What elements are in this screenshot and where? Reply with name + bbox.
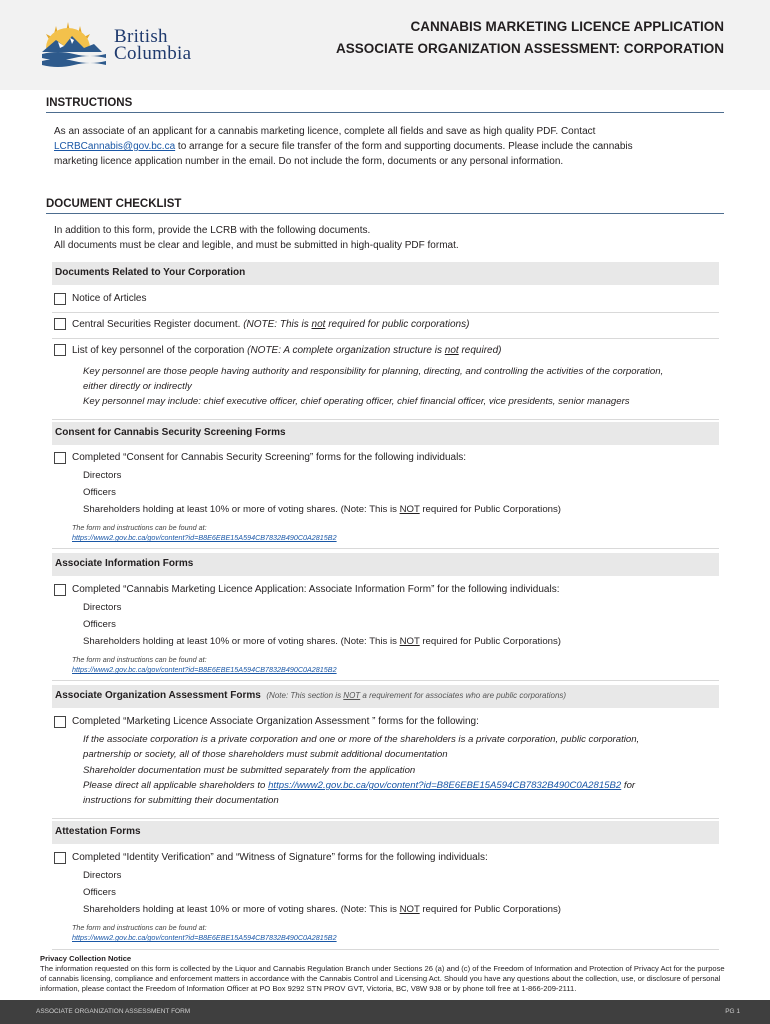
assoc-org-heading-text: Associate Organization Assessment Forms — [55, 690, 261, 701]
attestation-officers: Officers — [83, 887, 116, 898]
instructions-line-1: As an associate of an applicant for a cannabis marketing licence, complete all fields and save as high quality PDF. Contact — [54, 126, 596, 137]
shareholders-emphasis: NOT — [399, 904, 420, 915]
page-header — [0, 0, 770, 90]
consent-checkbox[interactable] — [54, 452, 66, 464]
checklist-intro — [54, 223, 694, 253]
form-title-line-1: CANNABIS MARKETING LICENCE APPLICATION — [410, 19, 724, 34]
notice-of-articles-checkbox[interactable] — [54, 293, 66, 305]
shareholders-text: Shareholders holding at least 10% or more of voting shares. (Note: This is — [83, 504, 400, 515]
checklist-heading: DOCUMENT CHECKLIST — [46, 198, 724, 214]
bc-logo — [40, 22, 210, 70]
shareholders-text-end: required for Public Corporations) — [419, 504, 561, 515]
key-personnel-text: List of key personnel of the corporation — [72, 345, 248, 356]
key-personnel-def-1: Key personnel are those people having authority and responsibility for planning, directing, and controlling the activities of the corporation, — [83, 366, 664, 377]
attestation-shareholders — [83, 904, 561, 915]
securities-note — [243, 319, 469, 330]
key-personnel-def-3: Key personnel may include: chief executive officer, chief operating officer, chief financial officer, vice presidents, senior managers — [83, 396, 630, 407]
form-location-link[interactable]: https://www2.gov.bc.ca/gov/content?id=B8E6EBE15A594CB7832B490C0A2815B2 — [72, 933, 337, 942]
assoc-info-shareholders — [83, 636, 561, 647]
checklist-intro-2: All documents must be clear and legible, and must be submitted in high-quality PDF format. — [54, 240, 459, 251]
sun-mountain-icon — [40, 22, 112, 70]
checklist-intro-1: In addition to this form, provide the LCRB with the following documents. — [54, 225, 371, 236]
notice-of-articles-label: Notice of Articles — [72, 293, 147, 304]
corp-docs-heading: Documents Related to Your Corporation — [52, 262, 719, 285]
note-part: required) — [458, 345, 502, 356]
page-footer — [0, 1000, 770, 1024]
assoc-org-detail-4 — [83, 780, 635, 791]
consent-heading: Consent for Cannabis Security Screening Forms — [52, 422, 719, 445]
email-link[interactable]: LCRBCannabis@gov.bc.ca — [54, 141, 176, 152]
consent-officers: Officers — [83, 487, 116, 498]
consent-form-location — [72, 523, 337, 543]
direct-shareholders-text: Please direct all applicable shareholders to — [83, 780, 269, 791]
shareholder-instructions-link[interactable]: https://www2.gov.bc.ca/gov/content?id=B8E6EBE15A594CB7832B490C0A2815B2 — [268, 780, 622, 791]
key-personnel-def-2: either directly or indirectly — [83, 381, 192, 392]
checklist-row — [52, 286, 719, 313]
assoc-info-directors: Directors — [83, 602, 122, 613]
key-personnel-note — [247, 345, 501, 356]
attestation-checkbox[interactable] — [54, 852, 66, 864]
note-emphasis: NOT — [343, 691, 361, 700]
consent-directors: Directors — [83, 470, 122, 481]
key-personnel-label — [72, 345, 502, 356]
form-location-label: The form and instructions can be found at: — [72, 923, 207, 932]
privacy-notice — [40, 954, 730, 994]
note-part: (NOTE: This is — [243, 319, 312, 330]
assoc-org-heading — [52, 685, 719, 708]
direct-shareholders-end: for — [621, 780, 636, 791]
instructions-text — [54, 124, 694, 169]
instructions-line-2 — [54, 139, 694, 154]
assoc-org-label: Completed “Marketing Licence Associate Organization Assessment ” forms for the following: — [72, 716, 479, 727]
form-location-label: The form and instructions can be found at: — [72, 655, 207, 664]
attestation-heading: Attestation Forms — [52, 821, 719, 844]
assoc-info-checkbox[interactable] — [54, 584, 66, 596]
consent-label: Completed “Consent for Cannabis Security Screening” forms for the following individuals: — [72, 452, 467, 463]
assoc-org-checkbox[interactable] — [54, 716, 66, 728]
privacy-title: Privacy Collection Notice — [40, 954, 132, 963]
logo-line-1: British — [114, 26, 168, 47]
shareholders-text-end: required for Public Corporations) — [419, 904, 561, 915]
assoc-org-detail-5: instructions for submitting their documentation — [83, 795, 279, 806]
securities-register-checkbox[interactable] — [54, 318, 66, 330]
shareholders-emphasis: NOT — [399, 504, 420, 515]
note-part: a requirement for associates who are public corporations) — [360, 691, 567, 700]
note-emphasis: not — [311, 319, 326, 330]
logo-wordmark — [114, 28, 191, 62]
key-personnel-checkbox[interactable] — [54, 344, 66, 356]
assoc-info-label: Completed “Cannabis Marketing Licence Application: Associate Information Form” for the following individuals: — [72, 584, 560, 595]
note-emphasis: not — [444, 345, 459, 356]
instructions-line-3: marketing licence application number in the email. Do not include the form, documents or any personal information. — [54, 156, 564, 167]
form-location-link[interactable]: https://www2.gov.bc.ca/gov/content?id=B8E6EBE15A594CB7832B490C0A2815B2 — [72, 665, 337, 674]
attestation-directors: Directors — [83, 870, 122, 881]
footer-form-name: ASSOCIATE ORGANIZATION ASSESSMENT FORM — [36, 1008, 191, 1015]
assoc-org-detail-2: partnership or society, all of those shareholders must submit additional documentation — [83, 749, 448, 760]
form-location-link[interactable]: https://www2.gov.bc.ca/gov/content?id=B8E6EBE15A594CB7832B490C0A2815B2 — [72, 533, 337, 542]
assoc-info-heading: Associate Information Forms — [52, 553, 719, 576]
attestation-label: Completed “Identity Verification” and “Witness of Signature” forms for the following individuals: — [72, 852, 488, 863]
assoc-info-form-location — [72, 655, 337, 675]
assoc-info-officers: Officers — [83, 619, 116, 630]
assoc-org-detail-1: If the associate corporation is a private corporation and one or more of the shareholders is a private corporation, public corporation, — [83, 734, 640, 745]
assoc-org-detail-3: Shareholder documentation must be submitted separately from the application — [83, 765, 416, 776]
logo-line-2: Columbia — [114, 43, 192, 64]
form-location-label: The form and instructions can be found at: — [72, 523, 207, 532]
consent-shareholders — [83, 504, 561, 515]
privacy-text: The information requested on this form is collected by the Liquor and Cannabis Regulation Branch under Sections 26 (a) and (c) of the Freedom of Information and Protection of Privacy Act for the purpose of cannabis licensing, compliance and enforcement matters in accordance with the Cannabis Control and Licensing Act. Should you have any questions about the collection, use, or disclosure of personal information, please contact the Freedom of Information Officer at PO Box 9292 STN PROV GVT, Victoria, BC, V8W 9J8 or by phone toll free at 1-866-209-2111. — [40, 964, 725, 993]
assoc-org-note — [266, 691, 566, 700]
securities-register-text: Central Securities Register document. — [72, 319, 244, 330]
shareholders-emphasis: NOT — [399, 636, 420, 647]
page-number: PG 1 — [725, 1008, 740, 1015]
form-title-line-2: ASSOCIATE ORGANIZATION ASSESSMENT: CORPORATION — [335, 41, 724, 56]
note-part: (Note: This section is — [266, 691, 344, 700]
securities-register-label — [72, 319, 469, 330]
note-part: required for public corporations) — [325, 319, 470, 330]
shareholders-text-end: required for Public Corporations) — [419, 636, 561, 647]
instructions-line-2-rest: to arrange for a secure file transfer of the form and supporting documents. Please include the cannabis — [175, 141, 633, 152]
shareholders-text: Shareholders holding at least 10% or more of voting shares. (Note: This is — [83, 904, 400, 915]
note-part: (NOTE: A complete organization structure is — [247, 345, 445, 356]
instructions-heading: INSTRUCTIONS — [46, 97, 724, 113]
shareholders-text: Shareholders holding at least 10% or more of voting shares. (Note: This is — [83, 636, 400, 647]
attestation-form-location — [72, 923, 337, 943]
